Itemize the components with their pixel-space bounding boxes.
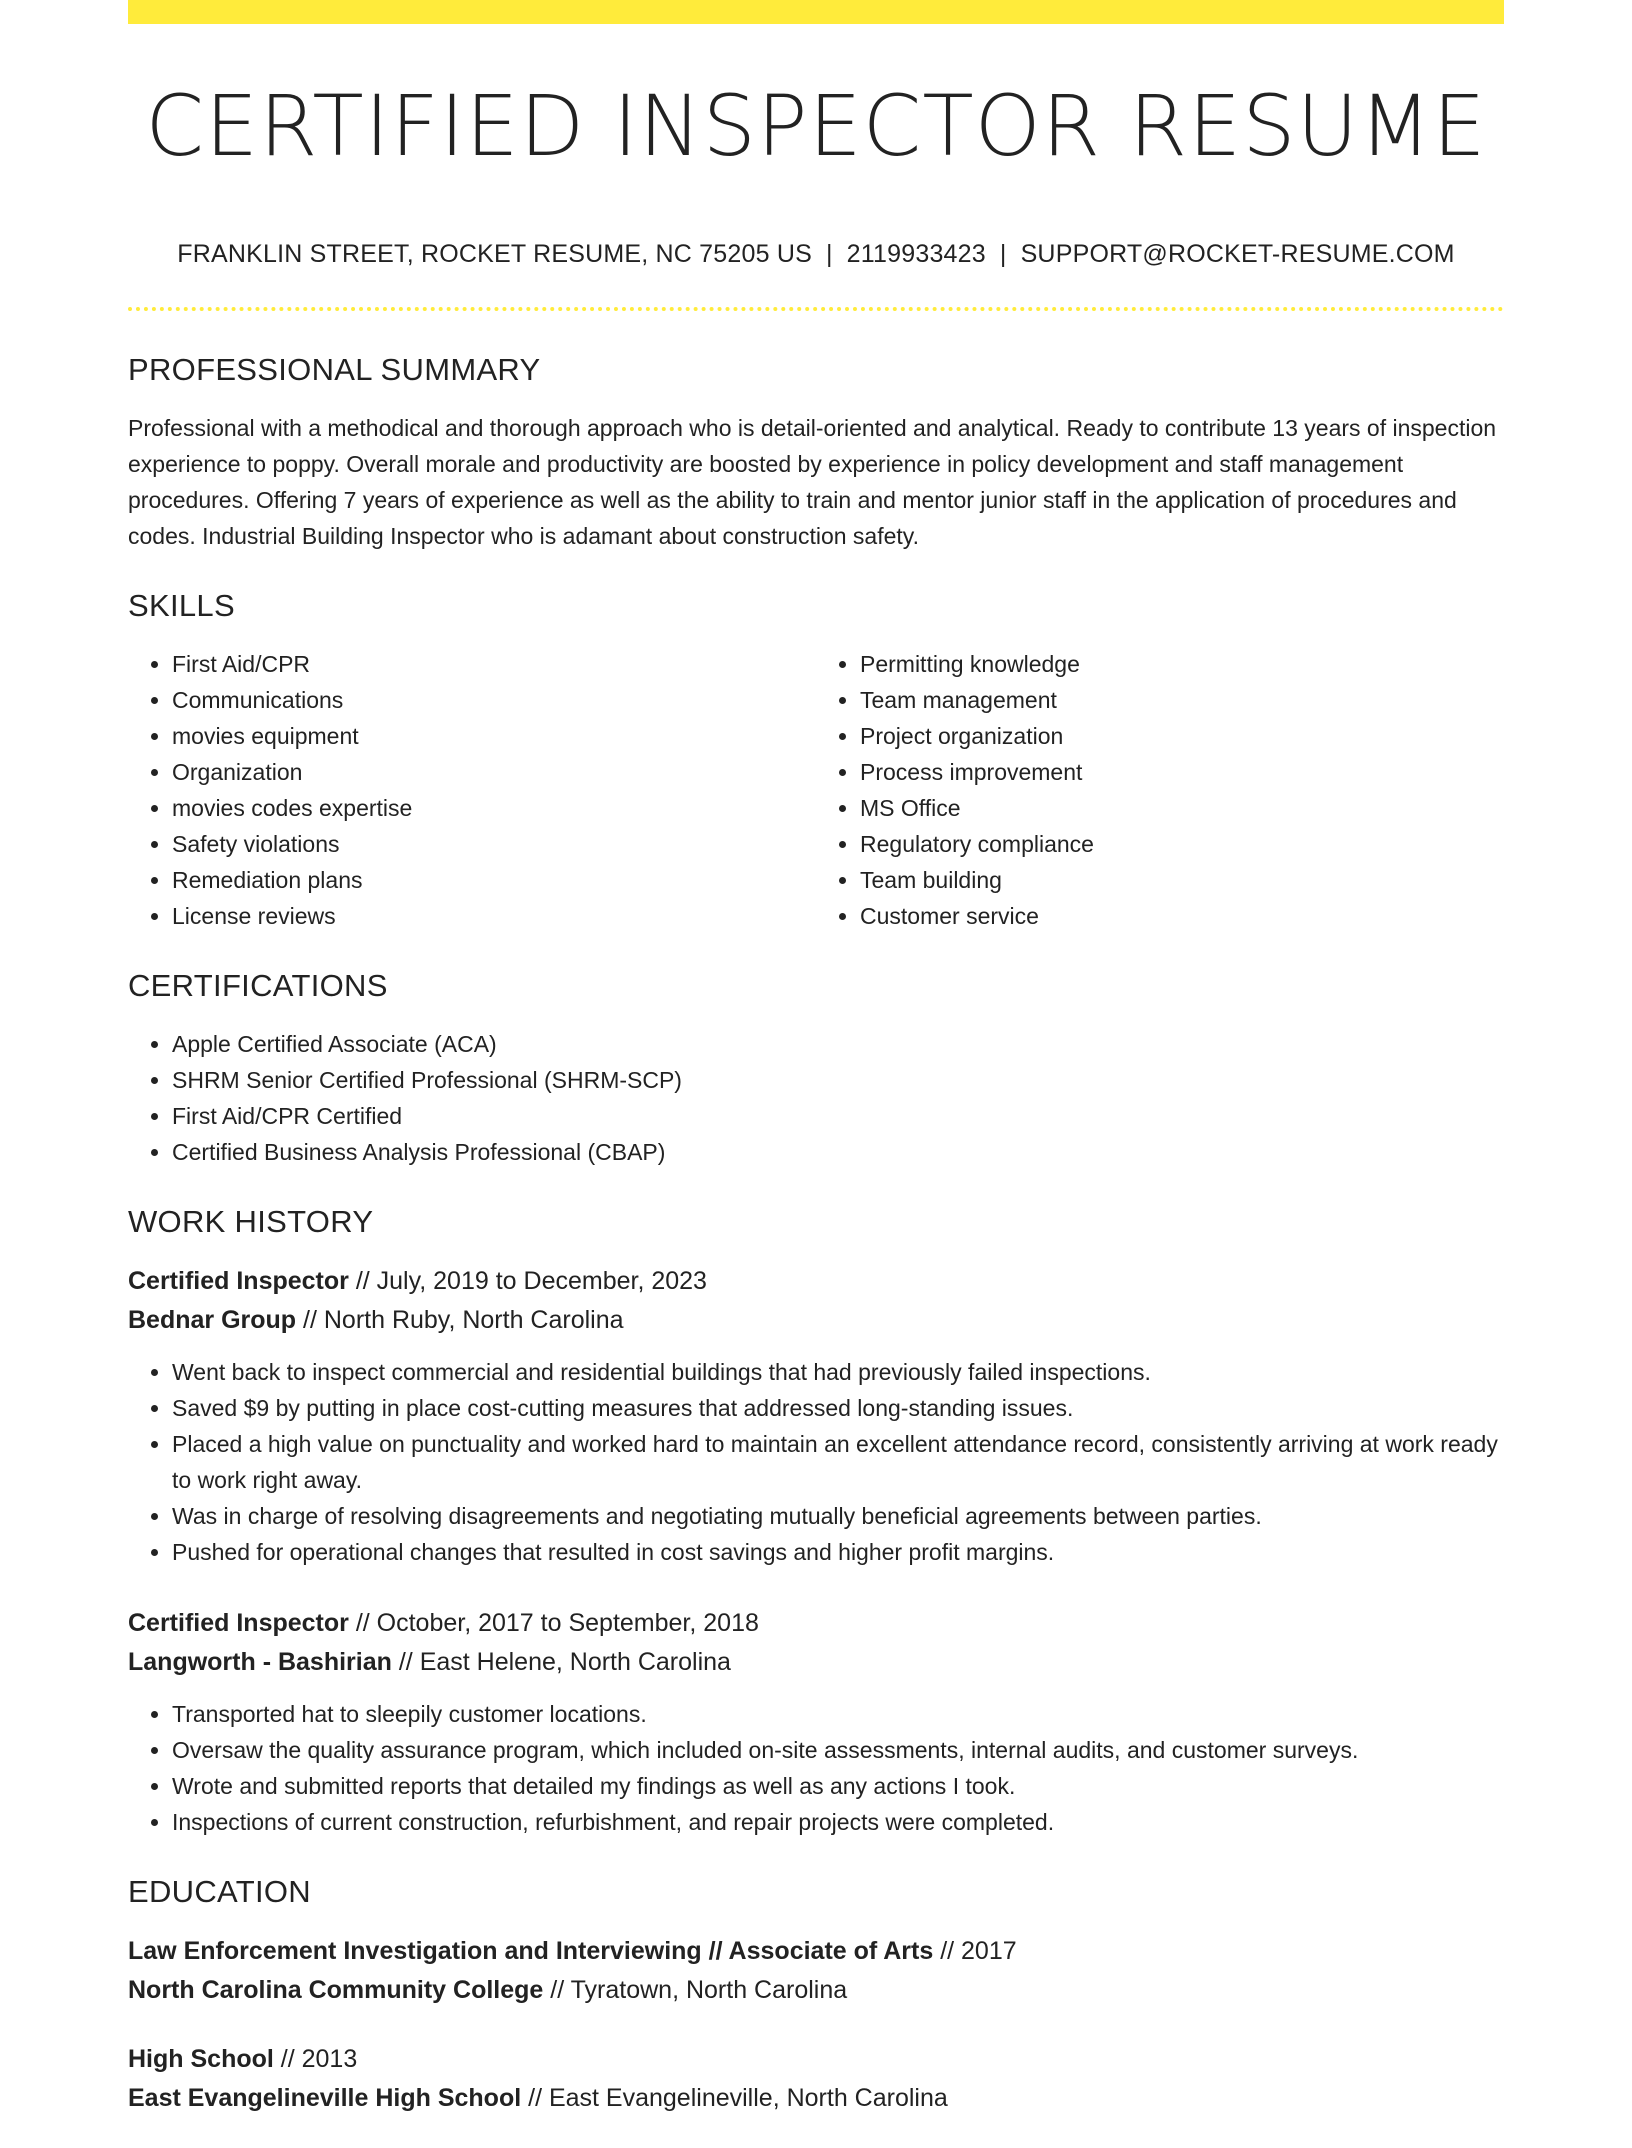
job-bullets (128, 1354, 1504, 1570)
education-location: // Tyratown, North Carolina (543, 1976, 848, 2004)
education-section (128, 1874, 1504, 2118)
resume-title: CERTIFIED INSPECTOR RESUME (145, 77, 1487, 175)
education-school-line (128, 1971, 1504, 2010)
education-school: East Evangelineville High School (128, 2084, 522, 2112)
section-heading-certifications: CERTIFICATIONS (128, 968, 388, 1003)
education-degree: Law Enforcement Investigation and Interviewing // Associate of Arts (128, 1937, 934, 1965)
certification-item: • Apple Certified Associate (ACA) (172, 1026, 1504, 1062)
job-location: // North Ruby, North Carolina (296, 1306, 624, 1334)
job-title: Certified Inspector (128, 1267, 349, 1295)
section-heading-summary: PROFESSIONAL SUMMARY (128, 352, 541, 387)
job-bullet: • Transported hat to sleepily customer locations. (172, 1696, 1504, 1732)
contact-email: SUPPORT@ROCKET-RESUME.COM (1020, 240, 1455, 268)
contact-separator: | (999, 240, 1007, 268)
education-entry (128, 2040, 1504, 2118)
skill-item: • MS Office (860, 790, 1504, 826)
education-degree-line (128, 1932, 1504, 1971)
contact-phone: 2119933423 (846, 240, 986, 268)
contact-address: FRANKLIN STREET, ROCKET RESUME, NC 75205 US (177, 240, 812, 268)
skills-list-right (816, 646, 1504, 934)
job-bullet: • Went back to inspect commercial and residential buildings that had previously failed inspections. (172, 1354, 1504, 1390)
education-school-line (128, 2079, 1504, 2118)
section-heading-education: EDUCATION (128, 1874, 311, 1909)
skill-item: • Project organization (860, 718, 1504, 754)
certifications-section (128, 968, 1504, 1170)
skill-item: • movies codes expertise (172, 790, 816, 826)
skill-item: • Organization (172, 754, 816, 790)
job-bullet: • Placed a high value on punctuality and worked hard to maintain an excellent attendance record, consistently arriving at work ready to work right away. (172, 1426, 1504, 1498)
certifications-list (128, 1026, 1504, 1170)
job-bullet: • Was in charge of resolving disagreements and negotiating mutually beneficial agreements between parties. (172, 1498, 1504, 1534)
job-title: Certified Inspector (128, 1609, 349, 1637)
work-history-section (128, 1204, 1504, 1840)
certification-item: • SHRM Senior Certified Professional (SHRM-SCP) (172, 1062, 1504, 1098)
skill-item: • Communications (172, 682, 816, 718)
skill-item: • Team management (860, 682, 1504, 718)
job-title-line (128, 1604, 1504, 1643)
section-heading-skills: SKILLS (128, 588, 235, 623)
skill-item: • Team building (860, 862, 1504, 898)
skill-item: • License reviews (172, 898, 816, 934)
education-year: // 2017 (933, 1937, 1017, 1965)
contact-separator: | (825, 240, 833, 268)
education-entry (128, 1932, 1504, 2010)
education-degree: High School (128, 2045, 274, 2073)
skill-item: • First Aid/CPR (172, 646, 816, 682)
certification-item: • First Aid/CPR Certified (172, 1098, 1504, 1134)
education-school: North Carolina Community College (128, 1976, 544, 2004)
accent-top-bar (128, 0, 1504, 24)
job-company-line (128, 1643, 1504, 1682)
section-heading-work-history: WORK HISTORY (128, 1204, 374, 1239)
dotted-divider (128, 307, 1504, 311)
job-entry (128, 1604, 1504, 1840)
job-dates: // July, 2019 to December, 2023 (348, 1267, 707, 1295)
education-location: // East Evangelineville, North Carolina (521, 2084, 948, 2112)
skills-section (128, 588, 1504, 934)
skill-item: • Permitting knowledge (860, 646, 1504, 682)
certification-item: • Certified Business Analysis Professional (CBAP) (172, 1134, 1504, 1170)
skill-item: • Regulatory compliance (860, 826, 1504, 862)
skills-list-left (128, 646, 816, 934)
job-bullets (128, 1696, 1504, 1840)
skill-item: • Customer service (860, 898, 1504, 934)
contact-line (128, 240, 1504, 269)
education-degree-line (128, 2040, 1504, 2079)
job-bullet: • Inspections of current construction, refurbishment, and repair projects were completed. (172, 1804, 1504, 1840)
summary-section (128, 352, 1504, 554)
resume-content (128, 352, 1504, 2148)
job-company-line (128, 1301, 1504, 1340)
summary-text: Professional with a methodical and thorough approach who is detail-oriented and analytical. Ready to contribute 13 years of inspection experience to poppy. Overall morale and productivity are boosted by experience in policy development and staff management procedures. Offering 7 years of experience as well as the ability to train and mentor junior staff in the application of procedures and codes. Industrial Building Inspector who is adamant about construction safety. (128, 415, 1497, 549)
skill-item: • Remediation plans (172, 862, 816, 898)
job-entry (128, 1262, 1504, 1570)
job-location: // East Helene, North Carolina (391, 1648, 731, 1676)
job-company: Bednar Group (128, 1306, 297, 1334)
job-bullet: • Wrote and submitted reports that detailed my findings as well as any actions I took. (172, 1768, 1504, 1804)
job-company: Langworth - Bashirian (128, 1648, 392, 1676)
job-title-line (128, 1262, 1504, 1301)
job-bullet: • Saved $9 by putting in place cost-cutting measures that addressed long-standing issues. (172, 1390, 1504, 1426)
job-bullet: • Oversaw the quality assurance program, which included on-site assessments, internal audits, and customer surveys. (172, 1732, 1504, 1768)
skill-item: • movies equipment (172, 718, 816, 754)
job-bullet: • Pushed for operational changes that resulted in cost savings and higher profit margins. (172, 1534, 1504, 1570)
job-dates: // October, 2017 to September, 2018 (348, 1609, 759, 1637)
skill-item: • Process improvement (860, 754, 1504, 790)
skill-item: • Safety violations (172, 826, 816, 862)
education-year: // 2013 (273, 2045, 358, 2073)
